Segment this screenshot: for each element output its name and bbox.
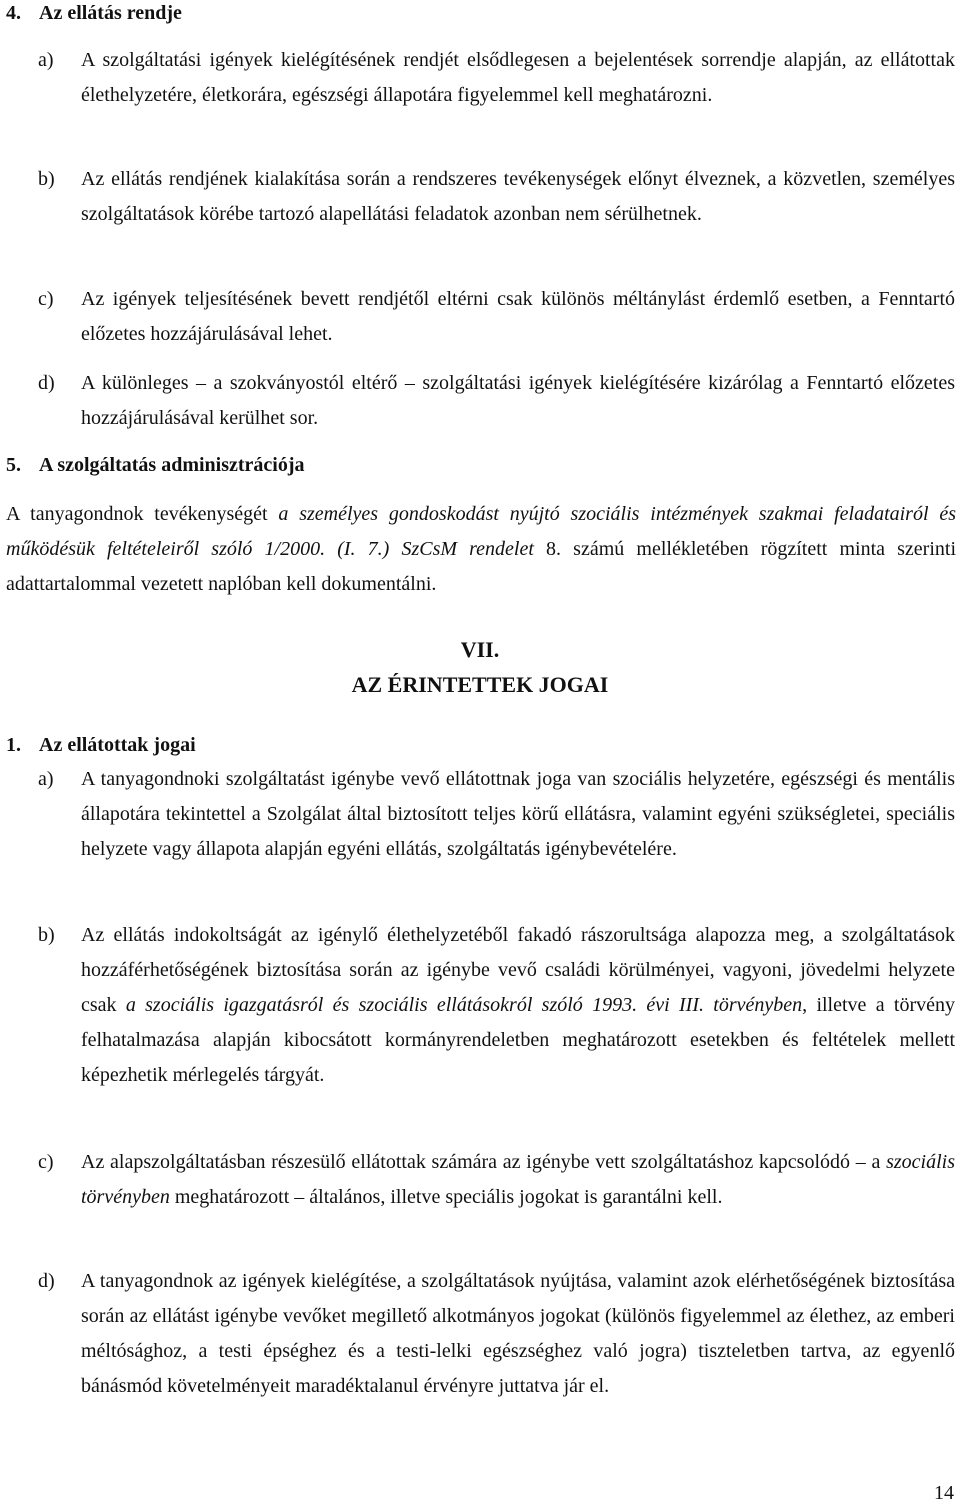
list-item-text (81, 918, 955, 1093)
list-item (38, 918, 955, 1093)
list-item (38, 1145, 955, 1215)
chapter-title: AZ ÉRINTETTEK JOGAI (351, 672, 609, 697)
body-paragraph (6, 497, 956, 602)
list-item-italic-citation: a szociális igazgatásról és szociális ellátásokról szóló 1993. évi III. törvényben (125, 994, 803, 1016)
list-item (38, 162, 955, 232)
list-item-letter: d) (38, 1270, 55, 1292)
page-number: 14 (934, 1482, 954, 1504)
section-1-heading (6, 732, 196, 759)
section-title: Az ellátottak jogai (39, 734, 196, 756)
section-title: Az ellátás rendje (39, 2, 182, 24)
section-number: 4. (6, 2, 21, 24)
list-item-text-part: Az alapszolgáltatásban részesülő ellátottak számára az igénybe vett szolgáltatáshoz kapcsolódó – a (81, 1151, 887, 1173)
list-item-text: A különleges – a szokványostól eltérő – szolgáltatási igények kielégítésére kizárólag a Fenntartó előzetes hozzájárulásával kerülhet sor. (81, 372, 955, 429)
list-item-letter: c) (38, 288, 54, 310)
list-item-letter: d) (38, 372, 55, 394)
list-item (38, 366, 955, 436)
section-number: 1. (6, 734, 21, 756)
list-item-letter: b) (38, 924, 55, 946)
list-item-text: A szolgáltatási igények kielégítésének rendjét elsődlegesen a bejelentések sorrendje alapján, az ellátottak élethelyzetére, életkorára, egészségi állapotára figyelemmel kell meghatározni. (81, 49, 955, 106)
paragraph-text: A tanyagondnok tevékenységét (6, 503, 279, 525)
section-4-heading (6, 0, 182, 27)
list-item-text-part: meghatározott – általános, illetve speciális jogokat is garantálni kell. (169, 1186, 723, 1208)
list-item (38, 762, 955, 867)
list-item-letter: a) (38, 768, 54, 790)
list-item-letter: b) (38, 168, 55, 190)
list-item-text: Az ellátás rendjének kialakítása során a rendszeres tevékenységek előnyt élveznek, a közvetlen, személyes szolgáltatások körébe tartozó alapellátási feladatok azonban nem sérülhetnek. (81, 168, 955, 225)
chapter-number: VII. (460, 637, 500, 662)
list-item-text-part: , illetve a törvény felhatalmazása alapján kibocsátott kormányrendeletben meghatározott esetekben és feltételek mellett képezhetik mérlegelés tárgyát. (81, 994, 955, 1086)
list-item (38, 43, 955, 113)
list-item-text-part: Az ellátás indokoltságát az igénylő élethelyzetéből fakadó rászorultsága alapozza meg, a szolgáltatások hozzáférhetőségének biztosítása során az igénybe vevő családi körülményei, vagyoni, jövedelmi helyzete csak (81, 924, 955, 1016)
list-item (38, 1264, 955, 1404)
section-title: A szolgáltatás adminisztrációja (39, 454, 305, 476)
list-item-text (81, 1145, 955, 1215)
list-item-letter: a) (38, 49, 54, 71)
list-item-text: Az igények teljesítésének bevett rendjétől eltérni csak különös méltánylást érdemlő esetben, a Fenntartó előzetes hozzájárulásával lehet. (81, 288, 955, 345)
list-item-italic-citation: szociális törvényben (81, 1151, 955, 1208)
list-item (38, 282, 955, 352)
list-item-text: A tanyagondnoki szolgáltatást igénybe vevő ellátottnak joga van szociális helyzetére, egészségi és mentális állapotára tekintettel a Szolgálat által biztosított teljes körű ellátásra, valamint egyéni szükségletei, speciális helyzete vagy állapota alapján egyéni ellátás, szolgáltatás igénybevételére. (81, 768, 955, 860)
paragraph-italic-citation: a személyes gondoskodást nyújtó szociális intézmények szakmai feladatairól és működésük feltételeiről szóló 1/2000. (I. 7.) SzCsM rendelet (6, 503, 957, 560)
paragraph-text: 8. számú mellékletében rögzített minta szerinti adattartalommal vezetett naplóban kell dokumentálni. (6, 538, 956, 595)
list-item-letter: c) (38, 1151, 54, 1173)
section-number: 5. (6, 454, 21, 476)
list-item-text: A tanyagondnok az igények kielégítése, a szolgáltatások nyújtása, valamint azok elérhetőségének biztosítása során az ellátást igénybe vevőket megillető alkotmányos jogokat (különös figyelemmel az élethez, az emberi méltósághoz, a testi épséghez és a testi-lelki egészséghez való jogra) tiszteletben tartva, az egyenlő bánásmód követelményeit maradéktalanul érvényre juttatva jár el. (81, 1270, 955, 1397)
section-5-heading (6, 452, 305, 479)
